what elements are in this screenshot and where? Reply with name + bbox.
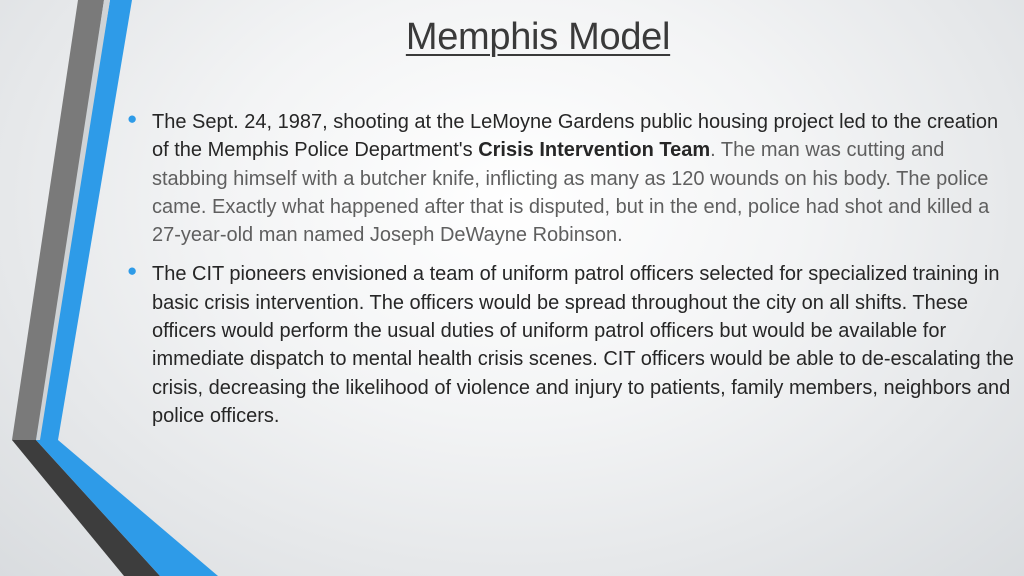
bullet-dot-icon: ● [127, 109, 138, 128]
bullet-1-rest: . The man was cutting and stabbing himself with a butcher knife, inflicting as many as 120 wounds on his body. The police came. Exactly what happened after that is disputed, but in the end, police had shot and killed a 27-year-old man named Joseph DeWayne Robinson. [152, 139, 990, 247]
content-body [127, 108, 1015, 430]
bullet-dot-icon: ● [127, 261, 138, 281]
bullet-item-1 [127, 108, 1015, 249]
bullet-1-emphasis: Crisis Intervention Team [478, 139, 711, 162]
bullet-2-text: The CIT pioneers envisioned a team of uniform patrol officers selected for specialized training in basic crisis intervention. The officers would be spread throughout the city on all shifts. These officers would perform the usual duties of uniform patrol officers but would be available for immediate dispatch to mental health crisis scenes. CIT officers would be able to de-escalating the crisis, decreasing the likelihood of violence and injury to patients, family members, neighbors and police officers. [152, 263, 1014, 427]
bullet-1-lead: The Sept. 24, 1987, shooting at the LeMoyne Gardens public housing project led to the creation of the Memphis Police Department's [152, 111, 999, 162]
page-title: Memphis Model [405, 16, 671, 58]
bullet-item-2 [127, 260, 1015, 430]
